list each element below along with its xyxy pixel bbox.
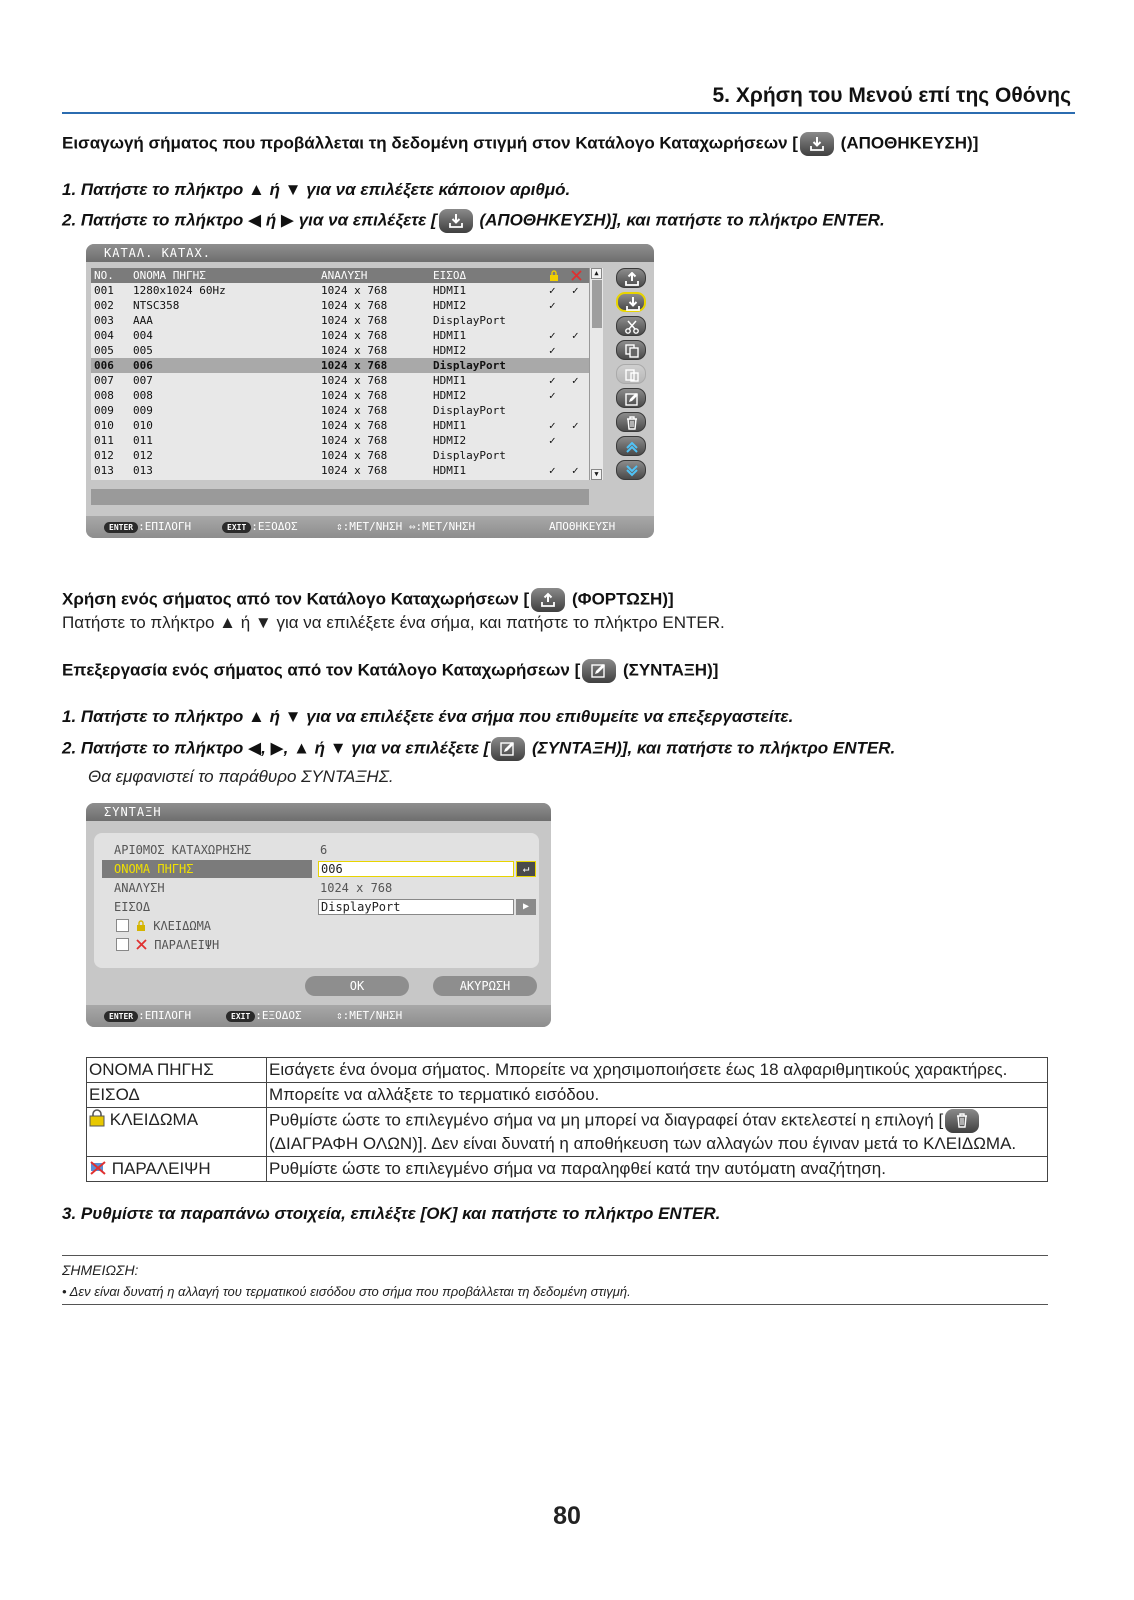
catalog-cell-skip: ✓ bbox=[572, 374, 579, 387]
store-step-2 bbox=[62, 209, 885, 233]
catalog-cell-no: 011 bbox=[94, 434, 114, 447]
table-row[interactable] bbox=[91, 388, 589, 403]
catalog-cell-name: 008 bbox=[133, 389, 153, 402]
edit-dialog bbox=[86, 803, 551, 1027]
enter-label: :ΕΠΙΛΟΓΗ bbox=[138, 520, 192, 533]
catalog-footer-move: ⇕:ΜΕΤ/ΝΗΣΗ ⇔:ΜΕΤ/ΝΗΣΗ bbox=[336, 520, 476, 533]
load-heading-post: (ΦΟΡΤΩΣΗ)] bbox=[571, 589, 674, 609]
table-cell-label bbox=[87, 1157, 267, 1182]
catalog-cell-input: HDMI2 bbox=[433, 299, 467, 312]
skip-label: ΠΑΡΑΛΕΙΨΗ bbox=[154, 938, 220, 952]
catalog-cell-resolution: 1024 x 768 bbox=[321, 419, 388, 432]
table-cell-label: ΕΙΣΟΔ bbox=[87, 1083, 267, 1108]
table-cell-text: Ρυθμίστε ώστε το επιλεγμένο σήμα να παραληφθεί κατά την αυτόματη αναζήτηση. bbox=[267, 1157, 1048, 1182]
exit-label: :ΕΞΟΔΟΣ bbox=[251, 520, 298, 533]
edit-footer-move: ⇕:ΜΕΤ/ΝΗΣΗ bbox=[336, 1009, 403, 1022]
store-heading-pre: Εισαγωγή σήματος που προβάλλεται τη δεδομένη στιγμή στον Κατάλογο Καταχωρήσεων [ bbox=[62, 133, 798, 153]
source-name-input[interactable]: 006 bbox=[318, 861, 514, 877]
edit-footer bbox=[86, 1005, 551, 1027]
catalog-cell-no: 010 bbox=[94, 419, 114, 432]
store-heading-post: (ΑΠΟΘΗΚΕΥΣΗ)] bbox=[840, 133, 979, 153]
table-row[interactable] bbox=[91, 403, 589, 418]
catalog-cell-no: 006 bbox=[94, 359, 114, 372]
table-row[interactable] bbox=[91, 313, 589, 328]
catalog-cell-resolution: 1024 x 768 bbox=[321, 344, 388, 357]
catalog-cell-no: 005 bbox=[94, 344, 114, 357]
edit-panel bbox=[94, 833, 539, 968]
edit-footer-exit bbox=[226, 1005, 302, 1027]
catalog-cell-input: HDMI1 bbox=[433, 419, 467, 432]
table-row[interactable] bbox=[91, 373, 589, 388]
catalog-status-bar bbox=[91, 489, 589, 505]
edit-footer-enter bbox=[104, 1005, 191, 1027]
table-row[interactable] bbox=[91, 328, 589, 343]
ok-button[interactable]: OK bbox=[305, 976, 409, 996]
catalog-cell-resolution: 1024 x 768 bbox=[321, 404, 388, 417]
step-3: 3. Ρυθμίστε τα παραπάνω στοιχεία, επιλέξτε [OK] και πατήστε το πλήκτρο ENTER. bbox=[62, 1204, 721, 1223]
table-cell-text: Μπορείτε να αλλάξετε το τερματικό εισόδου. bbox=[267, 1083, 1048, 1108]
catalog-cell-lock: ✓ bbox=[549, 464, 556, 477]
entry-number-label: ΑΡΙΘΜΟΣ ΚΑΤΑΧΩΡΗΣΗΣ bbox=[114, 843, 252, 857]
col-no: NO. bbox=[94, 269, 114, 282]
lock-label: ΚΛΕΙΔΩΜΑ bbox=[109, 1110, 199, 1129]
catalog-cell-name: 013 bbox=[133, 464, 153, 477]
catalog-cell-input: DisplayPort bbox=[433, 404, 506, 417]
catalog-cell-resolution: 1024 x 768 bbox=[321, 314, 388, 327]
catalog-cell-input: DisplayPort bbox=[433, 314, 506, 327]
catalog-cell-lock: ✓ bbox=[549, 329, 556, 342]
catalog-cell-resolution: 1024 x 768 bbox=[321, 299, 388, 312]
table-row[interactable] bbox=[91, 358, 589, 373]
table-cell-text: Εισάγετε ένα όνομα σήματος. Μπορείτε να χρησιμοποιήσετε έως 18 αλφαριθμητικούς χαρακτήρες. bbox=[267, 1058, 1048, 1083]
entry-number-value: 6 bbox=[320, 843, 328, 857]
scroll-up-arrow-icon[interactable]: ▲ bbox=[591, 268, 602, 279]
catalog-cell-input: HDMI2 bbox=[433, 389, 467, 402]
table-cell-text bbox=[267, 1108, 1048, 1157]
cut-button[interactable] bbox=[616, 316, 646, 336]
table-row bbox=[87, 1058, 1048, 1083]
store-heading bbox=[62, 132, 978, 156]
catalog-rows bbox=[91, 283, 589, 478]
lock-checkbox[interactable] bbox=[116, 919, 129, 932]
catalog-cell-name: 011 bbox=[133, 434, 153, 447]
catalog-cell-input: HDMI1 bbox=[433, 329, 467, 342]
catalog-footer bbox=[86, 516, 654, 538]
note-bullet: • Δεν είναι δυνατή η αλλαγή του τερματικού εισόδου στο σήμα που προβάλλεται τη δεδομένη στιγμή. bbox=[62, 1284, 631, 1299]
catalog-footer-enter bbox=[104, 516, 191, 538]
catalog-cell-no: 003 bbox=[94, 314, 114, 327]
table-row[interactable] bbox=[91, 343, 589, 358]
skip-checkbox[interactable] bbox=[116, 938, 129, 951]
catalog-footer-status: ΑΠΟΘΗΚΕΥΣΗ bbox=[549, 520, 616, 533]
catalog-cell-resolution: 1024 x 768 bbox=[321, 359, 388, 372]
catalog-cell-input: HDMI1 bbox=[433, 374, 467, 387]
table-row[interactable] bbox=[91, 283, 589, 298]
delete-button[interactable] bbox=[616, 412, 646, 432]
catalog-cell-resolution: 1024 x 768 bbox=[321, 389, 388, 402]
enter-key-badge: ENTER bbox=[104, 1011, 138, 1022]
edit-icon bbox=[491, 737, 525, 761]
catalog-cell-name: AAA bbox=[133, 314, 153, 327]
lock-label: ΚΛΕΙΔΩΜΑ bbox=[153, 919, 212, 933]
catalog-cell-no: 007 bbox=[94, 374, 114, 387]
table-row[interactable] bbox=[91, 448, 589, 463]
scroll-down-arrow-icon[interactable]: ▼ bbox=[591, 469, 602, 480]
catalog-cell-lock: ✓ bbox=[549, 284, 556, 297]
resolution-value: 1024 x 768 bbox=[320, 881, 393, 895]
catalog-cell-no: 004 bbox=[94, 329, 114, 342]
table-cell-label bbox=[87, 1108, 267, 1157]
load-icon bbox=[531, 588, 565, 612]
edit-heading bbox=[62, 659, 718, 683]
catalog-cell-resolution: 1024 x 768 bbox=[321, 449, 388, 462]
skip-label: ΠΑΡΑΛΕΙΨΗ bbox=[111, 1159, 211, 1178]
note-divider-bottom bbox=[62, 1304, 1048, 1305]
catalog-cell-lock: ✓ bbox=[549, 299, 556, 312]
catalog-cell-lock: ✓ bbox=[549, 434, 556, 447]
load-button[interactable] bbox=[616, 268, 646, 288]
catalog-cell-input: HDMI1 bbox=[433, 284, 467, 297]
catalog-cell-name: 012 bbox=[133, 449, 153, 462]
catalog-scrollbar[interactable] bbox=[589, 268, 603, 480]
field-description-table bbox=[86, 1057, 1048, 1182]
catalog-cell-no: 002 bbox=[94, 299, 114, 312]
skip-icon bbox=[136, 939, 147, 950]
table-row[interactable] bbox=[91, 463, 589, 478]
catalog-cell-input: DisplayPort bbox=[433, 449, 506, 462]
catalog-cell-name: 010 bbox=[133, 419, 153, 432]
store-button[interactable] bbox=[616, 292, 646, 312]
catalog-cell-resolution: 1024 x 768 bbox=[321, 329, 388, 342]
scroll-thumb[interactable] bbox=[592, 280, 602, 328]
page-down-button[interactable] bbox=[616, 460, 646, 480]
note-divider-top bbox=[62, 1255, 1048, 1256]
catalog-cell-skip: ✓ bbox=[572, 419, 579, 432]
store-icon bbox=[439, 209, 473, 233]
catalog-footer-exit bbox=[222, 516, 298, 538]
enter-key-badge: ENTER bbox=[104, 522, 138, 533]
store-step-1: 1. Πατήστε το πλήκτρο ▲ ή ▼ για να επιλέξετε κάποιον αριθμό. bbox=[62, 180, 571, 199]
catalog-cell-name: 005 bbox=[133, 344, 153, 357]
edit-step-2-pre: 2. Πατήστε το πλήκτρο ◀, ▶, ▲ ή ▼ για να επιλέξετε [ bbox=[62, 738, 490, 758]
catalog-cell-skip: ✓ bbox=[572, 329, 579, 342]
input-select[interactable]: DisplayPort bbox=[318, 899, 514, 915]
catalog-cell-resolution: 1024 x 768 bbox=[321, 284, 388, 297]
copy-button[interactable] bbox=[616, 340, 646, 360]
catalog-cell-no: 008 bbox=[94, 389, 114, 402]
exit-label: :ΕΞΟΔΟΣ bbox=[255, 1009, 302, 1022]
table-row bbox=[87, 1157, 1048, 1182]
table-cell-label: ΟΝΟΜΑ ΠΗΓΗΣ bbox=[87, 1058, 267, 1083]
edit-step-2-post: (ΣΥΝΤΑΞΗ)], και πατήστε το πλήκτρο ENTER. bbox=[531, 738, 896, 758]
exit-key-badge: EXIT bbox=[222, 522, 251, 533]
catalog-table bbox=[91, 268, 589, 480]
lock-text-pre: Ρυθμίστε ώστε το επιλεγμένο σήμα να μη μπορεί να διαγραφεί όταν εκτελεστεί η επιλογή [ bbox=[269, 1110, 944, 1130]
col-res: ΑΝΑΛΥΣΗ bbox=[321, 269, 368, 282]
catalog-dialog-title: ΚΑΤΑΛ. ΚΑΤΑΧ. bbox=[86, 244, 654, 262]
catalog-cell-resolution: 1024 x 768 bbox=[321, 464, 388, 477]
table-row[interactable] bbox=[91, 433, 589, 448]
col-name: ΟΝΟΜΑ ΠΗΓΗΣ bbox=[133, 269, 206, 282]
input-label: ΕΙΣΟΔ bbox=[114, 900, 151, 914]
catalog-cell-input: DisplayPort bbox=[433, 359, 506, 372]
col-input: ΕΙΣΟΔ bbox=[433, 269, 467, 282]
load-heading-pre: Χρήση ενός σήματος από τον Κατάλογο Καταχωρήσεων [ bbox=[62, 589, 530, 609]
catalog-cell-name: 004 bbox=[133, 329, 153, 342]
lock-icon bbox=[136, 920, 146, 931]
catalog-cell-name: 006 bbox=[133, 359, 153, 372]
page-up-button[interactable] bbox=[616, 436, 646, 456]
catalog-cell-lock: ✓ bbox=[549, 374, 556, 387]
catalog-cell-no: 009 bbox=[94, 404, 114, 417]
table-row bbox=[87, 1108, 1048, 1157]
edit-heading-post: (ΣΥΝΤΑΞΗ)] bbox=[622, 660, 719, 680]
catalog-cell-input: HDMI2 bbox=[433, 344, 467, 357]
paste-button[interactable] bbox=[616, 364, 646, 384]
catalog-cell-lock: ✓ bbox=[549, 389, 556, 402]
catalog-cell-input: HDMI2 bbox=[433, 434, 467, 447]
store-icon bbox=[800, 132, 834, 156]
catalog-cell-lock: ✓ bbox=[549, 419, 556, 432]
load-heading bbox=[62, 588, 674, 612]
page-number: 80 bbox=[553, 1502, 581, 1530]
exit-key-badge: EXIT bbox=[226, 1011, 255, 1022]
cancel-button[interactable]: ΑΚΥΡΩΣΗ bbox=[433, 976, 537, 996]
edit-window-note: Θα εμφανιστεί το παράθυρο ΣΥΝΤΑΞΗΣ. bbox=[88, 767, 394, 786]
catalog-dialog bbox=[86, 244, 654, 538]
store-step-2-pre: 2. Πατήστε το πλήκτρο ◀ ή ▶ για να επιλέξετε [ bbox=[62, 210, 437, 230]
catalog-cell-no: 012 bbox=[94, 449, 114, 462]
skip-icon bbox=[89, 1160, 107, 1176]
catalog-table-header bbox=[91, 268, 589, 283]
load-text: Πατήστε το πλήκτρο ▲ ή ▼ για να επιλέξετε ένα σήμα, και πατήστε το πλήκτρο ENTER. bbox=[62, 613, 725, 632]
catalog-cell-name: 1280x1024 60Hz bbox=[133, 284, 226, 297]
catalog-cell-no: 013 bbox=[94, 464, 114, 477]
resolution-label: ΑΝΑΛΥΣΗ bbox=[114, 881, 165, 895]
table-row bbox=[87, 1083, 1048, 1108]
catalog-cell-resolution: 1024 x 768 bbox=[321, 374, 388, 387]
catalog-cell-skip: ✓ bbox=[572, 284, 579, 297]
enter-return-icon[interactable]: ↵ bbox=[516, 861, 536, 877]
edit-button[interactable] bbox=[616, 388, 646, 408]
catalog-cell-resolution: 1024 x 768 bbox=[321, 434, 388, 447]
edit-dialog-title: ΣΥΝΤΑΞΗ bbox=[86, 803, 551, 821]
skip-option bbox=[136, 936, 219, 954]
lock-option bbox=[136, 917, 211, 935]
catalog-cell-input: HDMI1 bbox=[433, 464, 467, 477]
edit-icon bbox=[582, 659, 616, 683]
store-step-2-post: (ΑΠΟΘΗΚΕΥΣΗ)], και πατήστε το πλήκτρο ENTER. bbox=[479, 210, 885, 230]
table-row[interactable] bbox=[91, 298, 589, 313]
catalog-cell-name: NTSC358 bbox=[133, 299, 180, 312]
delete-icon bbox=[945, 1109, 979, 1133]
note-title: ΣΗΜΕΙΩΣΗ: bbox=[62, 1262, 139, 1278]
table-row[interactable] bbox=[91, 418, 589, 433]
page-header-title: 5. Χρήση του Μενού επί της Οθόνης bbox=[62, 84, 1075, 114]
edit-heading-pre: Επεξεργασία ενός σήματος από τον Κατάλογο Καταχωρήσεων [ bbox=[62, 660, 581, 680]
edit-step-1: 1. Πατήστε το πλήκτρο ▲ ή ▼ για να επιλέξετε ένα σήμα που επιθυμείτε να επεξεργαστείτε. bbox=[62, 707, 794, 726]
catalog-cell-name: 007 bbox=[133, 374, 153, 387]
lock-text-post: (ΔΙΑΓΡΑΦΗ ΟΛΩΝ)]. Δεν είναι δυνατή η αποθήκευση των αλλαγών που έγιναν μετά το ΚΛΕΙΔΩΜΑ. bbox=[269, 1134, 1017, 1153]
catalog-cell-no: 001 bbox=[94, 284, 114, 297]
catalog-cell-skip: ✓ bbox=[572, 464, 579, 477]
input-select-arrow-icon[interactable]: ▶ bbox=[516, 899, 536, 915]
catalog-cell-name: 009 bbox=[133, 404, 153, 417]
lock-icon bbox=[89, 1109, 105, 1127]
catalog-cell-lock: ✓ bbox=[549, 344, 556, 357]
edit-step-2 bbox=[62, 737, 895, 761]
source-name-label: ΟΝΟΜΑ ΠΗΓΗΣ bbox=[102, 860, 312, 878]
enter-label: :ΕΠΙΛΟΓΗ bbox=[138, 1009, 192, 1022]
